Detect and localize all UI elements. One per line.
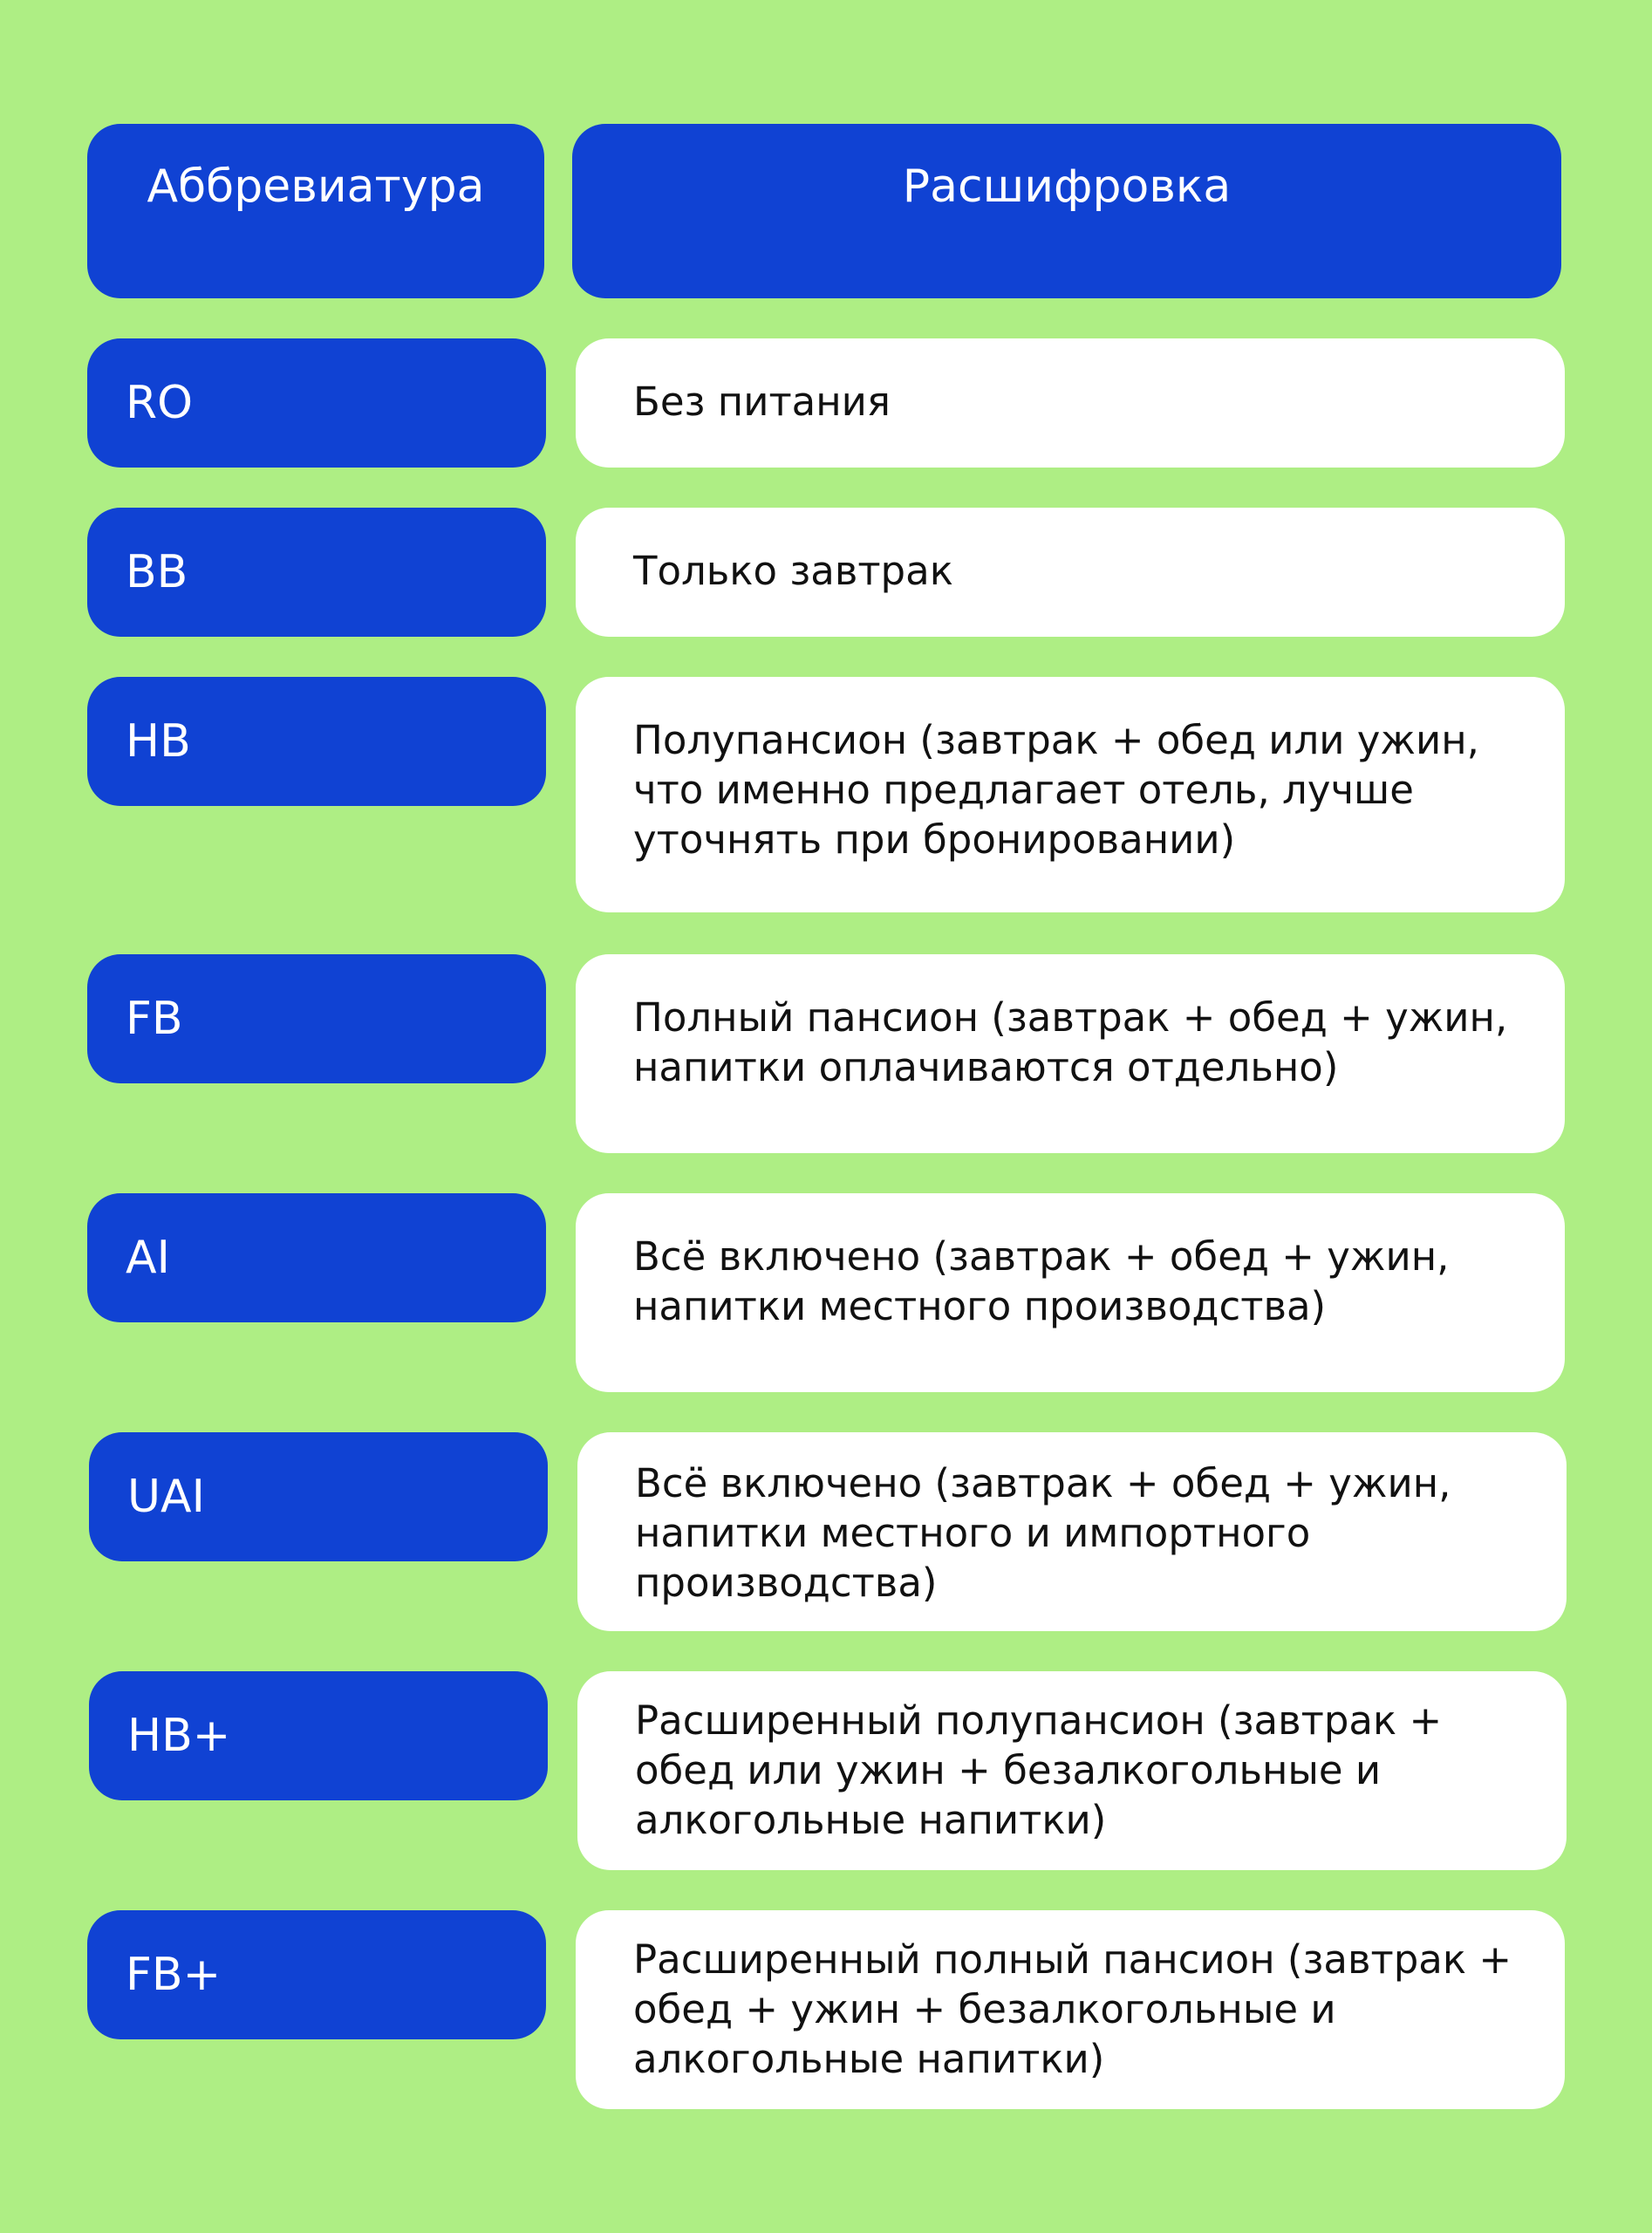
desc-cell-ro bbox=[576, 338, 1565, 468]
desc-text: Всё включено (завтрак + обед + ужин, напитки местного производства) bbox=[633, 1233, 1450, 1329]
abbr-cell-ro bbox=[87, 338, 546, 468]
desc-cell-fb bbox=[576, 954, 1565, 1153]
abbr-label: HB bbox=[126, 715, 191, 768]
desc-text: Без питания bbox=[633, 379, 891, 425]
abbr-label: AI bbox=[126, 1232, 170, 1284]
desc-cell-uai bbox=[577, 1432, 1567, 1631]
desc-text: Расширенный полупансион (завтрак + обед или ужин + безалкогольные и алкогольные напитки) bbox=[635, 1697, 1443, 1843]
header-description-label: Расшифровка bbox=[902, 160, 1232, 213]
desc-text: Расширенный полный пансион (завтрак + обед + ужин + безалкогольные и алкогольные напитки) bbox=[633, 1936, 1512, 2082]
desc-text: Полупансион (завтрак + обед или ужин, что именно предлагает отель, лучше уточнять при бронировании) bbox=[633, 717, 1479, 863]
abbr-cell-fb-plus bbox=[87, 1910, 546, 2039]
abbr-cell-ai bbox=[87, 1193, 546, 1322]
desc-cell-hb-plus bbox=[577, 1671, 1567, 1870]
abbr-cell-hb bbox=[87, 677, 546, 806]
abbr-cell-hb-plus bbox=[89, 1671, 548, 1800]
abbr-label: FB bbox=[126, 993, 183, 1045]
header-abbreviation-label: Аббревиатура bbox=[147, 160, 485, 213]
abbr-label: FB+ bbox=[126, 1949, 222, 2001]
abbr-cell-uai bbox=[89, 1432, 548, 1561]
abbr-label: UAI bbox=[127, 1471, 205, 1523]
abbr-label: HB+ bbox=[127, 1710, 231, 1762]
abbr-cell-fb bbox=[87, 954, 546, 1083]
abbr-label: BB bbox=[126, 546, 188, 598]
desc-text: Только завтрак bbox=[633, 548, 953, 594]
desc-cell-hb bbox=[576, 677, 1565, 912]
desc-text: Полный пансион (завтрак + обед + ужин, напитки оплачиваются отдельно) bbox=[633, 994, 1508, 1090]
header-abbreviation bbox=[87, 124, 544, 298]
desc-cell-ai bbox=[576, 1193, 1565, 1392]
desc-cell-bb bbox=[576, 508, 1565, 637]
desc-cell-fb-plus bbox=[576, 1910, 1565, 2109]
header-description bbox=[572, 124, 1561, 298]
abbr-cell-bb bbox=[87, 508, 546, 637]
desc-text: Всё включено (завтрак + обед + ужин, напитки местного и импортного производства) bbox=[635, 1460, 1451, 1606]
abbr-label: RO bbox=[126, 377, 194, 429]
